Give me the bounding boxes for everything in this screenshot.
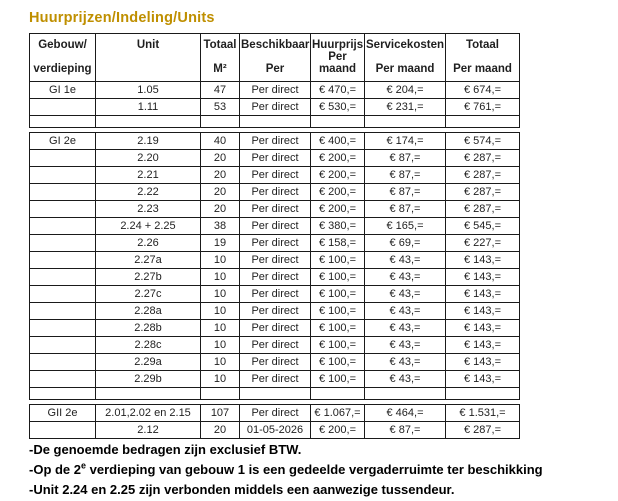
column-header-gebouw: [30, 34, 96, 82]
note-vergaderruimte-text-pre: -Op de 2: [29, 462, 82, 477]
cell-gebouw: [30, 218, 96, 235]
cell-servicekosten: € 87,=: [365, 167, 446, 184]
cell-totaal-m2: 40: [201, 133, 240, 150]
cell-unit: 2.24 + 2.25: [96, 218, 201, 235]
blank-cell: [96, 388, 201, 400]
note-vergaderruimte: [29, 460, 618, 477]
cell-huurprijs: € 158,=: [311, 235, 365, 252]
cell-huurprijs: € 200,=: [311, 150, 365, 167]
cell-totaal-maand: € 287,=: [446, 167, 520, 184]
cell-gebouw: [30, 337, 96, 354]
cell-gebouw: GII 2e: [30, 405, 96, 422]
cell-totaal-maand: € 143,=: [446, 337, 520, 354]
cell-gebouw: [30, 422, 96, 439]
cell-huurprijs: € 200,=: [311, 184, 365, 201]
cell-totaal-maand: € 227,=: [446, 235, 520, 252]
cell-unit: 2.21: [96, 167, 201, 184]
cell-huurprijs: € 100,=: [311, 320, 365, 337]
cell-totaal-m2: 10: [201, 354, 240, 371]
cell-huurprijs: € 100,=: [311, 252, 365, 269]
table-row: [30, 82, 520, 99]
cell-servicekosten: € 165,=: [365, 218, 446, 235]
cell-totaal-maand: € 287,=: [446, 422, 520, 439]
blank-cell: [30, 388, 96, 400]
rent-table: [29, 33, 520, 439]
cell-beschikbaar: Per direct: [240, 201, 311, 218]
table-row: [30, 252, 520, 269]
blank-cell: [30, 116, 96, 128]
cell-unit: 2.28b: [96, 320, 201, 337]
cell-totaal-m2: 10: [201, 286, 240, 303]
note-tussendeur: [29, 483, 618, 497]
note-vergaderruimte-superscript: e: [81, 460, 87, 471]
column-header-huurprijs: [311, 34, 365, 82]
cell-totaal-maand: € 143,=: [446, 371, 520, 388]
cell-totaal-maand: € 287,=: [446, 184, 520, 201]
cell-huurprijs: € 200,=: [311, 422, 365, 439]
cell-totaal-maand: € 287,=: [446, 201, 520, 218]
cell-huurprijs: € 380,=: [311, 218, 365, 235]
cell-huurprijs: € 100,=: [311, 303, 365, 320]
cell-huurprijs: € 100,=: [311, 337, 365, 354]
cell-beschikbaar: Per direct: [240, 133, 311, 150]
cell-totaal-maand: € 143,=: [446, 269, 520, 286]
cell-unit: 2.22: [96, 184, 201, 201]
header-line: Servicekosten: [366, 39, 444, 51]
cell-huurprijs: € 100,=: [311, 371, 365, 388]
blank-cell: [201, 116, 240, 128]
cell-gebouw: [30, 303, 96, 320]
cell-gebouw: [30, 320, 96, 337]
table-row: [30, 201, 520, 218]
column-header-servicekosten: [365, 34, 446, 82]
cell-unit: 2.27b: [96, 269, 201, 286]
table-row: [30, 422, 520, 439]
cell-servicekosten: € 43,=: [365, 354, 446, 371]
header-line: Per: [328, 51, 347, 63]
table-row: [30, 218, 520, 235]
cell-huurprijs: € 100,=: [311, 269, 365, 286]
table-row: [30, 320, 520, 337]
cell-unit: 2.27c: [96, 286, 201, 303]
cell-huurprijs: € 470,=: [311, 82, 365, 99]
cell-unit: 2.27a: [96, 252, 201, 269]
header-line: Per: [265, 63, 285, 75]
cell-servicekosten: € 464,=: [365, 405, 446, 422]
footnotes: [29, 443, 618, 497]
blank-cell: [446, 388, 520, 400]
cell-gebouw: [30, 184, 96, 201]
table-row: [30, 184, 520, 201]
table-row: [30, 371, 520, 388]
cell-unit: 2.29b: [96, 371, 201, 388]
cell-totaal-m2: 47: [201, 82, 240, 99]
cell-huurprijs: € 200,=: [311, 201, 365, 218]
cell-servicekosten: € 87,=: [365, 150, 446, 167]
header-line: Gebouw/: [38, 39, 87, 51]
cell-huurprijs: € 530,=: [311, 99, 365, 116]
cell-beschikbaar: Per direct: [240, 99, 311, 116]
cell-totaal-maand: € 143,=: [446, 354, 520, 371]
note-vergaderruimte-text-post: verdieping van gebouw 1 is een gedeelde vergaderruimte ter beschikking: [86, 462, 543, 477]
cell-unit: 2.23: [96, 201, 201, 218]
table-header: [30, 34, 520, 82]
table-row: [30, 269, 520, 286]
blank-cell: [311, 116, 365, 128]
cell-servicekosten: € 87,=: [365, 422, 446, 439]
cell-totaal-m2: 20: [201, 184, 240, 201]
cell-beschikbaar: Per direct: [240, 167, 311, 184]
cell-totaal-m2: 10: [201, 303, 240, 320]
note-tussendeur-text: -Unit 2.24 en 2.25 zijn verbonden middels een aanwezige tussendeur.: [29, 482, 455, 497]
cell-totaal-maand: € 287,=: [446, 150, 520, 167]
blank-cell: [96, 116, 201, 128]
cell-totaal-maand: € 545,=: [446, 218, 520, 235]
cell-beschikbaar: Per direct: [240, 82, 311, 99]
cell-totaal-m2: 10: [201, 320, 240, 337]
blank-row: [30, 116, 520, 128]
cell-totaal-m2: 20: [201, 422, 240, 439]
table-row: [30, 150, 520, 167]
blank-cell: [365, 388, 446, 400]
table-row: [30, 99, 520, 116]
cell-totaal-m2: 20: [201, 201, 240, 218]
page-title: Huurprijzen/Indeling/Units: [29, 10, 215, 26]
cell-unit: 2.28a: [96, 303, 201, 320]
cell-servicekosten: € 43,=: [365, 337, 446, 354]
table-row: [30, 167, 520, 184]
cell-totaal-maand: € 143,=: [446, 303, 520, 320]
cell-gebouw: [30, 201, 96, 218]
cell-servicekosten: € 43,=: [365, 371, 446, 388]
cell-gebouw: [30, 269, 96, 286]
cell-totaal-m2: 53: [201, 99, 240, 116]
cell-huurprijs: € 1.067,=: [311, 405, 365, 422]
cell-gebouw: [30, 252, 96, 269]
cell-totaal-m2: 10: [201, 269, 240, 286]
header-line: Per maand: [375, 63, 435, 75]
header-line: Totaal: [203, 39, 237, 51]
column-header-beschikbaar: [240, 34, 311, 82]
cell-huurprijs: € 400,=: [311, 133, 365, 150]
cell-servicekosten: € 43,=: [365, 269, 446, 286]
blank-row: [30, 388, 520, 400]
cell-beschikbaar: Per direct: [240, 218, 311, 235]
table-row: [30, 235, 520, 252]
cell-servicekosten: € 43,=: [365, 252, 446, 269]
cell-unit: 2.28c: [96, 337, 201, 354]
cell-beschikbaar: Per direct: [240, 371, 311, 388]
table-row: [30, 405, 520, 422]
cell-gebouw: [30, 99, 96, 116]
cell-gebouw: [30, 235, 96, 252]
header-line: Beschikbaar: [241, 39, 310, 51]
note-btw-text: -De genoemde bedragen zijn exclusief BTW.: [29, 442, 302, 457]
cell-totaal-m2: 107: [201, 405, 240, 422]
blank-cell: [365, 116, 446, 128]
cell-beschikbaar: Per direct: [240, 252, 311, 269]
cell-totaal-m2: 10: [201, 252, 240, 269]
header-line: Totaal: [465, 39, 499, 51]
cell-totaal-maand: € 574,=: [446, 133, 520, 150]
cell-servicekosten: € 204,=: [365, 82, 446, 99]
cell-unit: 2.26: [96, 235, 201, 252]
table-body: [30, 82, 520, 439]
note-btw: [29, 443, 618, 457]
table-row: [30, 133, 520, 150]
header-line: Huurprijs: [312, 39, 364, 51]
cell-huurprijs: € 100,=: [311, 354, 365, 371]
cell-totaal-m2: 38: [201, 218, 240, 235]
cell-unit: 2.12: [96, 422, 201, 439]
blank-cell: [240, 388, 311, 400]
cell-gebouw: GI 1e: [30, 82, 96, 99]
column-header-totaal-maand: [446, 34, 520, 82]
cell-servicekosten: € 69,=: [365, 235, 446, 252]
cell-servicekosten: € 43,=: [365, 303, 446, 320]
cell-totaal-m2: 10: [201, 337, 240, 354]
cell-totaal-m2: 20: [201, 167, 240, 184]
cell-totaal-m2: 20: [201, 150, 240, 167]
column-header-totaal-m2: [201, 34, 240, 82]
blank-cell: [446, 116, 520, 128]
cell-totaal-maand: € 143,=: [446, 320, 520, 337]
table-row: [30, 286, 520, 303]
cell-beschikbaar: Per direct: [240, 269, 311, 286]
cell-gebouw: GI 2e: [30, 133, 96, 150]
cell-beschikbaar: 01-05-2026: [240, 422, 311, 439]
cell-unit: 2.19: [96, 133, 201, 150]
cell-totaal-maand: € 1.531,=: [446, 405, 520, 422]
cell-beschikbaar: Per direct: [240, 286, 311, 303]
table-row: [30, 337, 520, 354]
header-row: [30, 34, 520, 82]
header-line: Per maand: [453, 63, 512, 75]
cell-gebouw: [30, 371, 96, 388]
cell-totaal-maand: € 143,=: [446, 286, 520, 303]
cell-huurprijs: € 100,=: [311, 286, 365, 303]
cell-gebouw: [30, 150, 96, 167]
blank-cell: [240, 116, 311, 128]
cell-gebouw: [30, 286, 96, 303]
cell-unit: 1.11: [96, 99, 201, 116]
header-line: verdieping: [33, 63, 92, 75]
header-line: M²: [213, 63, 227, 75]
header-line: maand: [318, 63, 357, 75]
cell-beschikbaar: Per direct: [240, 320, 311, 337]
cell-unit: 1.05: [96, 82, 201, 99]
blank-cell: [201, 388, 240, 400]
cell-unit: 2.29a: [96, 354, 201, 371]
cell-beschikbaar: Per direct: [240, 150, 311, 167]
cell-beschikbaar: Per direct: [240, 354, 311, 371]
header-line: Unit: [136, 39, 160, 51]
cell-unit: 2.20: [96, 150, 201, 167]
cell-servicekosten: € 43,=: [365, 320, 446, 337]
cell-totaal-maand: € 761,=: [446, 99, 520, 116]
cell-beschikbaar: Per direct: [240, 303, 311, 320]
cell-servicekosten: € 231,=: [365, 99, 446, 116]
cell-totaal-maand: € 674,=: [446, 82, 520, 99]
table-row: [30, 354, 520, 371]
table-row: [30, 303, 520, 320]
cell-totaal-m2: 10: [201, 371, 240, 388]
cell-beschikbaar: Per direct: [240, 405, 311, 422]
blank-cell: [311, 388, 365, 400]
cell-servicekosten: € 43,=: [365, 286, 446, 303]
cell-servicekosten: € 87,=: [365, 184, 446, 201]
cell-gebouw: [30, 354, 96, 371]
cell-totaal-m2: 19: [201, 235, 240, 252]
cell-servicekosten: € 174,=: [365, 133, 446, 150]
cell-gebouw: [30, 167, 96, 184]
cell-totaal-maand: € 143,=: [446, 252, 520, 269]
cell-beschikbaar: Per direct: [240, 337, 311, 354]
column-header-unit: [96, 34, 201, 82]
cell-huurprijs: € 200,=: [311, 167, 365, 184]
cell-beschikbaar: Per direct: [240, 235, 311, 252]
cell-unit: 2.01,2.02 en 2.15: [96, 405, 201, 422]
cell-beschikbaar: Per direct: [240, 184, 311, 201]
cell-servicekosten: € 87,=: [365, 201, 446, 218]
